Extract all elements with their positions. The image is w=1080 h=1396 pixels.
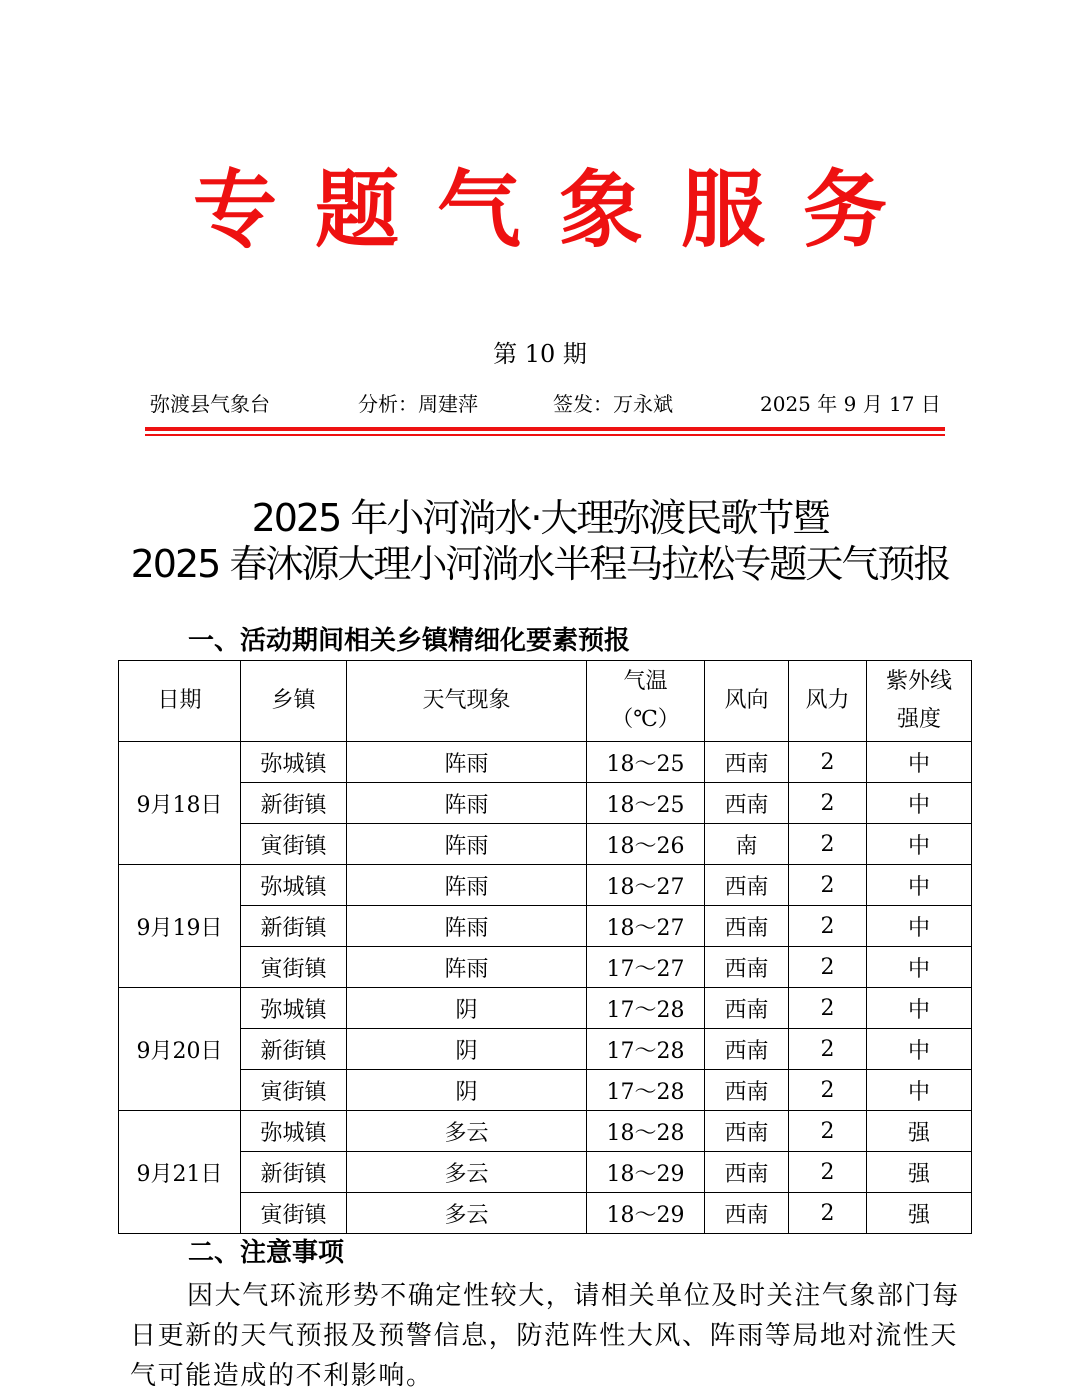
wind-dir-cell: 西南	[705, 1070, 789, 1111]
town-cell: 寅街镇	[241, 824, 347, 865]
uv-cell: 中	[867, 824, 972, 865]
weather-cell: 多云	[347, 1111, 587, 1152]
wind-dir-cell: 西南	[705, 783, 789, 824]
temp-cell: 18～27	[587, 906, 705, 947]
wind-force-cell: 2	[789, 1070, 867, 1111]
uv-cell: 中	[867, 1029, 972, 1070]
wind-dir-cell: 西南	[705, 1193, 789, 1234]
notice-paragraph: 因大气环流形势不确定性较大，请相关单位及时关注气象部门每日更新的天气预报及预警信息，防范阵性大风、阵雨等局地对流性天气可能造成的不利影响。	[130, 1281, 960, 1391]
temp-cell: 18～29	[587, 1193, 705, 1234]
temp-cell: 17～28	[587, 1070, 705, 1111]
wind-dir-cell: 西南	[705, 865, 789, 906]
analyst: 分析：周建萍	[358, 392, 478, 416]
temp-cell: 18～28	[587, 1111, 705, 1152]
masthead-title: 专题气象服务	[192, 161, 925, 259]
temp-cell: 18～25	[587, 783, 705, 824]
document-title-line2: 2025 春沐源大理小河淌水半程马拉松专题天气预报	[130, 542, 950, 586]
weather-cell: 阴	[347, 1029, 587, 1070]
table-header-row	[119, 661, 972, 742]
section1-heading: 一、活动期间相关乡镇精细化要素预报	[188, 626, 631, 656]
col-town: 乡镇	[241, 661, 347, 742]
wind-dir-cell: 西南	[705, 906, 789, 947]
date-cell: 9月19日	[119, 865, 241, 988]
town-cell: 弥城镇	[241, 1111, 347, 1152]
uv-cell: 中	[867, 906, 972, 947]
weather-cell: 阵雨	[347, 742, 587, 783]
temp-cell: 18～29	[587, 1152, 705, 1193]
wind-dir-cell: 西南	[705, 742, 789, 783]
document-title-line1: 2025 年小河淌水·大理弥渡民歌节暨	[251, 496, 829, 540]
table-row	[119, 824, 972, 865]
uv-cell: 中	[867, 1070, 972, 1111]
col-wind-direction: 风向	[705, 661, 789, 742]
table-row	[119, 783, 972, 824]
col-uv-line1: 紫外线	[885, 669, 952, 694]
wind-dir-cell: 西南	[705, 1111, 789, 1152]
col-temperature-line1: 气温	[623, 669, 668, 694]
town-cell: 弥城镇	[241, 742, 347, 783]
weather-cell: 阵雨	[347, 824, 587, 865]
town-cell: 新街镇	[241, 783, 347, 824]
town-cell: 弥城镇	[241, 865, 347, 906]
town-cell: 寅街镇	[241, 1193, 347, 1234]
col-temperature-line2: （℃）	[611, 707, 680, 732]
wind-dir-cell: 西南	[705, 988, 789, 1029]
col-date: 日期	[119, 661, 241, 742]
publisher: 弥渡县气象台	[150, 392, 270, 416]
weather-cell: 阵雨	[347, 865, 587, 906]
weather-cell: 阴	[347, 1070, 587, 1111]
town-cell: 寅街镇	[241, 1070, 347, 1111]
table-row	[119, 1152, 972, 1193]
wind-force-cell: 2	[789, 783, 867, 824]
wind-force-cell: 2	[789, 742, 867, 783]
wind-dir-cell: 西南	[705, 947, 789, 988]
weather-cell: 多云	[347, 1193, 587, 1234]
col-temperature	[587, 661, 705, 742]
header-divider-thick	[145, 427, 945, 431]
table-row	[119, 906, 972, 947]
table-row	[119, 947, 972, 988]
wind-force-cell: 2	[789, 947, 867, 988]
uv-cell: 强	[867, 1111, 972, 1152]
table-row	[119, 1070, 972, 1111]
document-title	[0, 495, 1080, 587]
table-row	[119, 1029, 972, 1070]
town-cell: 寅街镇	[241, 947, 347, 988]
uv-cell: 强	[867, 1193, 972, 1234]
date-cell: 9月20日	[119, 988, 241, 1111]
issue-number: 第 10 期	[493, 340, 587, 368]
temp-cell: 18～25	[587, 742, 705, 783]
uv-cell: 中	[867, 947, 972, 988]
town-cell: 新街镇	[241, 1029, 347, 1070]
issue-date: 2025 年 9 月 17 日	[760, 392, 941, 416]
temp-cell: 17～27	[587, 947, 705, 988]
header-divider-thin	[145, 434, 945, 436]
approver: 签发：万永斌	[553, 392, 673, 416]
date-cell: 9月18日	[119, 742, 241, 865]
temp-cell: 17～28	[587, 1029, 705, 1070]
wind-dir-cell: 西南	[705, 1152, 789, 1193]
wind-force-cell: 2	[789, 865, 867, 906]
wind-force-cell: 2	[789, 824, 867, 865]
weather-cell: 阵雨	[347, 906, 587, 947]
section2-heading: 二、注意事项	[188, 1238, 345, 1268]
weather-cell: 多云	[347, 1152, 587, 1193]
wind-force-cell: 2	[789, 988, 867, 1029]
weather-cell: 阵雨	[347, 947, 587, 988]
col-weather: 天气现象	[347, 661, 587, 742]
temp-cell: 18～27	[587, 865, 705, 906]
temp-cell: 18～26	[587, 824, 705, 865]
date-cell: 9月21日	[119, 1111, 241, 1234]
table-row	[119, 865, 972, 906]
wind-dir-cell: 南	[705, 824, 789, 865]
wind-force-cell: 2	[789, 1111, 867, 1152]
table-row	[119, 988, 972, 1029]
uv-cell: 中	[867, 783, 972, 824]
table-row	[119, 1111, 972, 1152]
table-row	[119, 742, 972, 783]
wind-force-cell: 2	[789, 1152, 867, 1193]
uv-cell: 强	[867, 1152, 972, 1193]
col-uv	[867, 661, 972, 742]
col-wind-force: 风力	[789, 661, 867, 742]
uv-cell: 中	[867, 865, 972, 906]
temp-cell: 17～28	[587, 988, 705, 1029]
wind-force-cell: 2	[789, 1193, 867, 1234]
col-uv-line2: 强度	[896, 707, 941, 732]
wind-force-cell: 2	[789, 1029, 867, 1070]
table-row	[119, 1193, 972, 1234]
wind-force-cell: 2	[789, 906, 867, 947]
uv-cell: 中	[867, 742, 972, 783]
wind-dir-cell: 西南	[705, 1029, 789, 1070]
uv-cell: 中	[867, 988, 972, 1029]
town-cell: 新街镇	[241, 1152, 347, 1193]
weather-cell: 阴	[347, 988, 587, 1029]
town-cell: 弥城镇	[241, 988, 347, 1029]
forecast-table	[118, 660, 972, 1234]
weather-cell: 阵雨	[347, 783, 587, 824]
town-cell: 新街镇	[241, 906, 347, 947]
